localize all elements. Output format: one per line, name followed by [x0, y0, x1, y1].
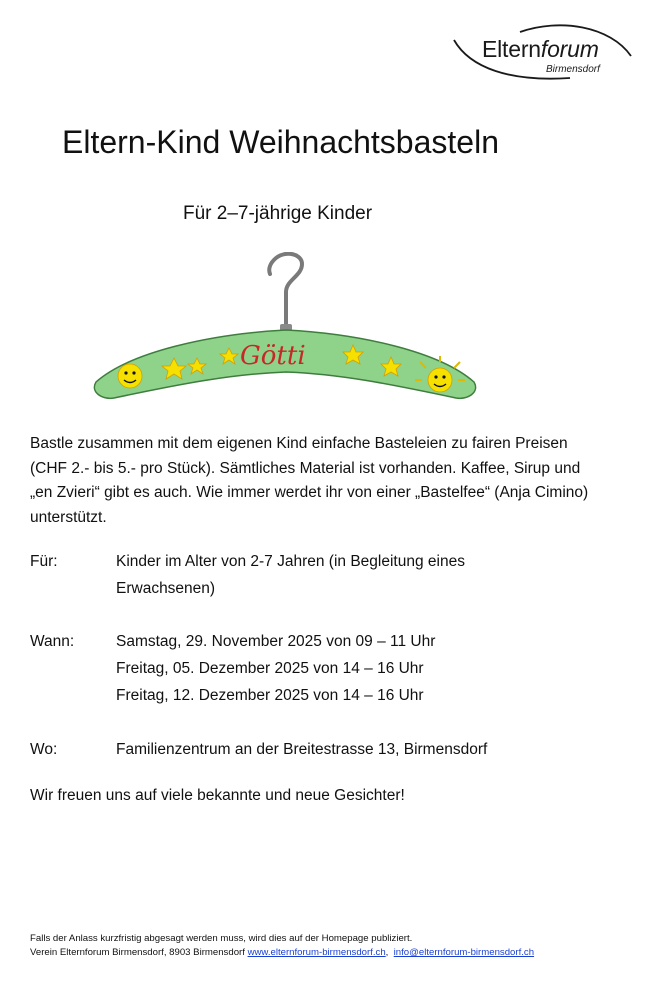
- logo-subtitle: Birmensdorf: [546, 64, 600, 75]
- website-link[interactable]: www.elternforum-birmensdorf.ch: [247, 947, 386, 958]
- date-item: Samstag, 29. November 2025 von 09 – 11 Uhr: [116, 633, 436, 650]
- hanger-label: Götti: [240, 341, 306, 371]
- intro-paragraph: Bastle zusammen mit dem eigenen Kind einfache Basteleien zu fairen Preisen (CHF 2.- bis 5.- pro Stück). Sämtliches Material ist vorhanden. Kaffee, Sirup und „en Zvieri“ gibt es auch. Wie immer werdet ihr von einer „Bastelfee“ (Anja Cimino) unterstützt.: [30, 435, 589, 526]
- detail-label-fuer: Für:: [30, 553, 58, 570]
- detail-label-wann: Wann:: [30, 633, 75, 650]
- date-item: Freitag, 05. Dezember 2025 von 14 – 16 Uhr: [116, 660, 424, 677]
- detail-value-fuer-line1: Kinder im Alter von 2-7 Jahren (in Begleitung eines: [116, 553, 465, 570]
- date-item: Freitag, 12. Dezember 2025 von 14 – 16 Uhr: [116, 687, 424, 704]
- footer-notice: Falls der Anlass kurzfristig abgesagt werden muss, wird dies auf der Homepage publiziert.: [30, 933, 413, 944]
- hanger-hook-icon: [269, 254, 302, 328]
- footer-contact: [30, 946, 590, 960]
- email-link[interactable]: info@elternforum-birmensdorf.ch: [393, 947, 535, 958]
- detail-value-fuer-line2: Erwachsenen): [116, 580, 216, 597]
- page-title: Eltern-Kind Weihnachtsbasteln: [62, 124, 499, 160]
- detail-value-wo: Familienzentrum an der Breitestrasse 13, Birmensdorf: [116, 741, 488, 758]
- logo-wordmark: Elternforum: [482, 36, 599, 62]
- footer-separator: ,: [385, 947, 389, 958]
- clothes-hanger-illustration: [90, 252, 480, 412]
- page-subtitle: Für 2–7-jährige Kinder: [183, 203, 373, 224]
- detail-label-wo: Wo:: [30, 741, 58, 758]
- closing-text: Wir freuen uns auf viele bekannte und neue Gesichter!: [30, 787, 405, 804]
- footer: [30, 932, 590, 960]
- footer-association: Verein Elternforum Birmensdorf, 8903 Birmensdorf: [30, 947, 245, 958]
- elternforum-logo: [450, 20, 635, 82]
